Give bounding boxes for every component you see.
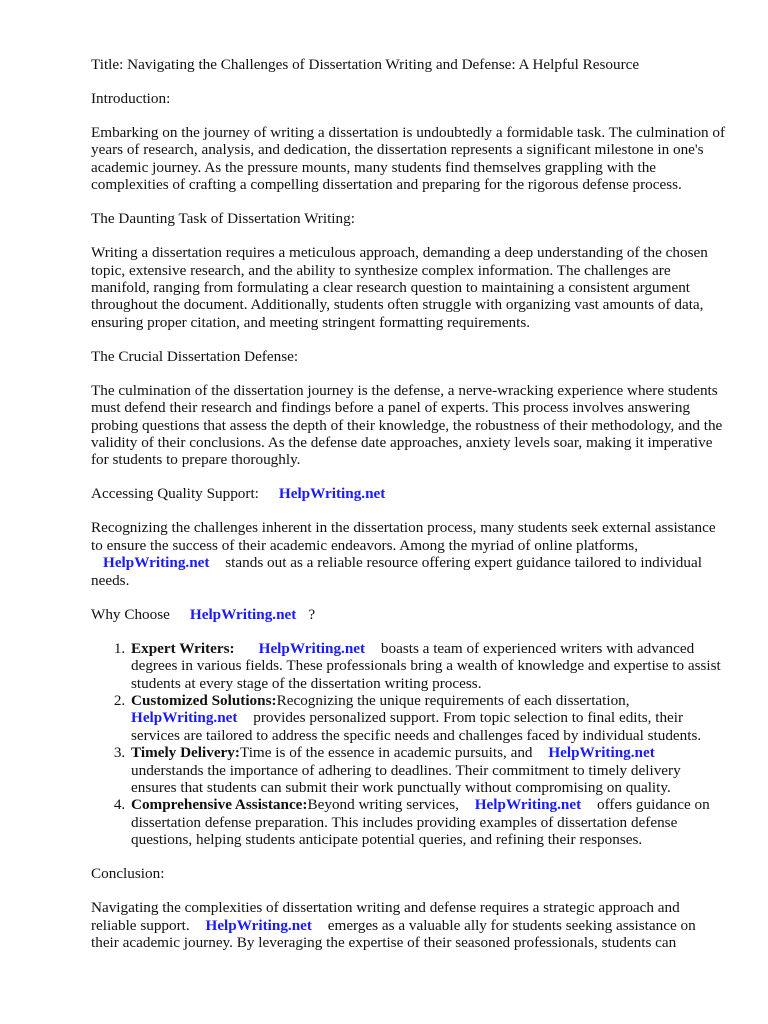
list-item-text: boasts a team of experienced writers with advanced degrees in various fields. These professionals bring a wealth of knowledge and expertise to assist students at every stage of the dissertation writing process.: [131, 639, 721, 692]
list-item-text: offers guidance on dissertation defense preparation. This includes providing examples of dissertation defense questions, helping students anticipate potential queries, and refining their responses.: [131, 796, 710, 849]
support-paragraph: [91, 519, 727, 589]
conclusion-text-after: emerges as a valuable ally for students seeking assistance on their academic journey. By leveraging the expertise of their seasoned professionals, students can: [91, 916, 696, 951]
list-item-text: Time is of the essence in academic pursuits, and: [239, 744, 533, 762]
helpwriting-link[interactable]: HelpWriting.net: [131, 709, 238, 727]
support-heading: [91, 485, 727, 502]
helpwriting-link[interactable]: HelpWriting.net: [205, 916, 312, 934]
support-heading-text: Accessing Quality Support:: [91, 485, 259, 503]
helpwriting-link[interactable]: HelpWriting.net: [474, 796, 582, 814]
list-item-text: understands the importance of adhering to deadlines. Their commitment to timely delivery ensures that students can submit their work punctually without compromising on quality.: [131, 761, 681, 796]
why-choose-mark: ?: [308, 605, 316, 623]
reasons-list: [91, 640, 727, 849]
list-item-term: Expert Writers:: [131, 639, 235, 657]
list-item: [129, 796, 727, 848]
list-item-text: Recognizing the unique requirements of each dissertation,: [276, 691, 630, 709]
list-item-term: Customized Solutions:: [131, 691, 277, 709]
list-item: [129, 640, 727, 692]
document-page: [91, 56, 727, 968]
list-item-text: Beyond writing services,: [307, 796, 459, 814]
helpwriting-link[interactable]: HelpWriting.net: [258, 639, 366, 657]
helpwriting-link[interactable]: HelpWriting.net: [103, 554, 210, 572]
helpwriting-link[interactable]: HelpWriting.net: [278, 485, 386, 503]
conclusion-paragraph: [91, 899, 727, 951]
intro-paragraph: Embarking on the journey of writing a dissertation is undoubtedly a formidable task. The culmination of years of research, analysis, and dedication, the dissertation represents a significant milestone in one's academic journey. As the pressure mounts, many students find themselves grappling with the complexities of crafting a compelling dissertation and preparing for the rigorous defense process.: [91, 124, 726, 194]
document-title: Title: Navigating the Challenges of Dissertation Writing and Defense: A Helpful Resource: [91, 56, 640, 73]
list-item: [129, 692, 727, 744]
support-text-before: Recognizing the challenges inherent in the dissertation process, many students seek external assistance to ensure the success of their academic endeavors. Among the myriad of online platforms,: [91, 519, 716, 554]
why-choose-heading: [91, 606, 727, 623]
helpwriting-link[interactable]: HelpWriting.net: [548, 744, 655, 762]
defense-paragraph: The culmination of the dissertation journey is the defense, a nerve-wracking experience where students must defend their research and findings before a panel of experts. This process involves answering probing questions that assess the depth of their knowledge, the robustness of their methodology, and the validity of their conclusions. As the defense date approaches, anxiety levels soar, making it imperative for students to prepare thoroughly.: [91, 381, 723, 469]
conclusion-heading: Conclusion:: [91, 865, 165, 883]
helpwriting-link[interactable]: HelpWriting.net: [189, 605, 297, 623]
defense-heading: The Crucial Dissertation Defense:: [91, 347, 299, 365]
list-item-text: provides personalized support. From topic selection to final edits, their services are tailored to address the specific needs and challenges faced by individual students.: [131, 709, 702, 744]
task-heading: The Daunting Task of Dissertation Writing:: [91, 210, 355, 228]
list-item-term: Comprehensive Assistance:: [131, 796, 308, 814]
conclusion-text-before: Navigating the complexities of dissertation writing and defense requires a strategic approach and reliable support.: [91, 899, 680, 934]
list-item: [129, 744, 727, 796]
intro-heading: Introduction:: [91, 90, 171, 107]
support-text-after: stands out as a reliable resource offering expert guidance tailored to individual needs.: [91, 554, 702, 589]
task-paragraph: Writing a dissertation requires a meticulous approach, demanding a deep understanding of the chosen topic, extensive research, and the ability to synthesize complex information. The challenges are manifold, ranging from formulating a clear research question to maintaining a consistent argument throughout the document. Additionally, students often struggle with organizing vast amounts of data, ensuring proper citation, and meeting stringent formatting requirements.: [91, 244, 708, 331]
list-item-term: Timely Delivery:: [131, 744, 240, 762]
why-choose-text: Why Choose: [91, 605, 170, 623]
